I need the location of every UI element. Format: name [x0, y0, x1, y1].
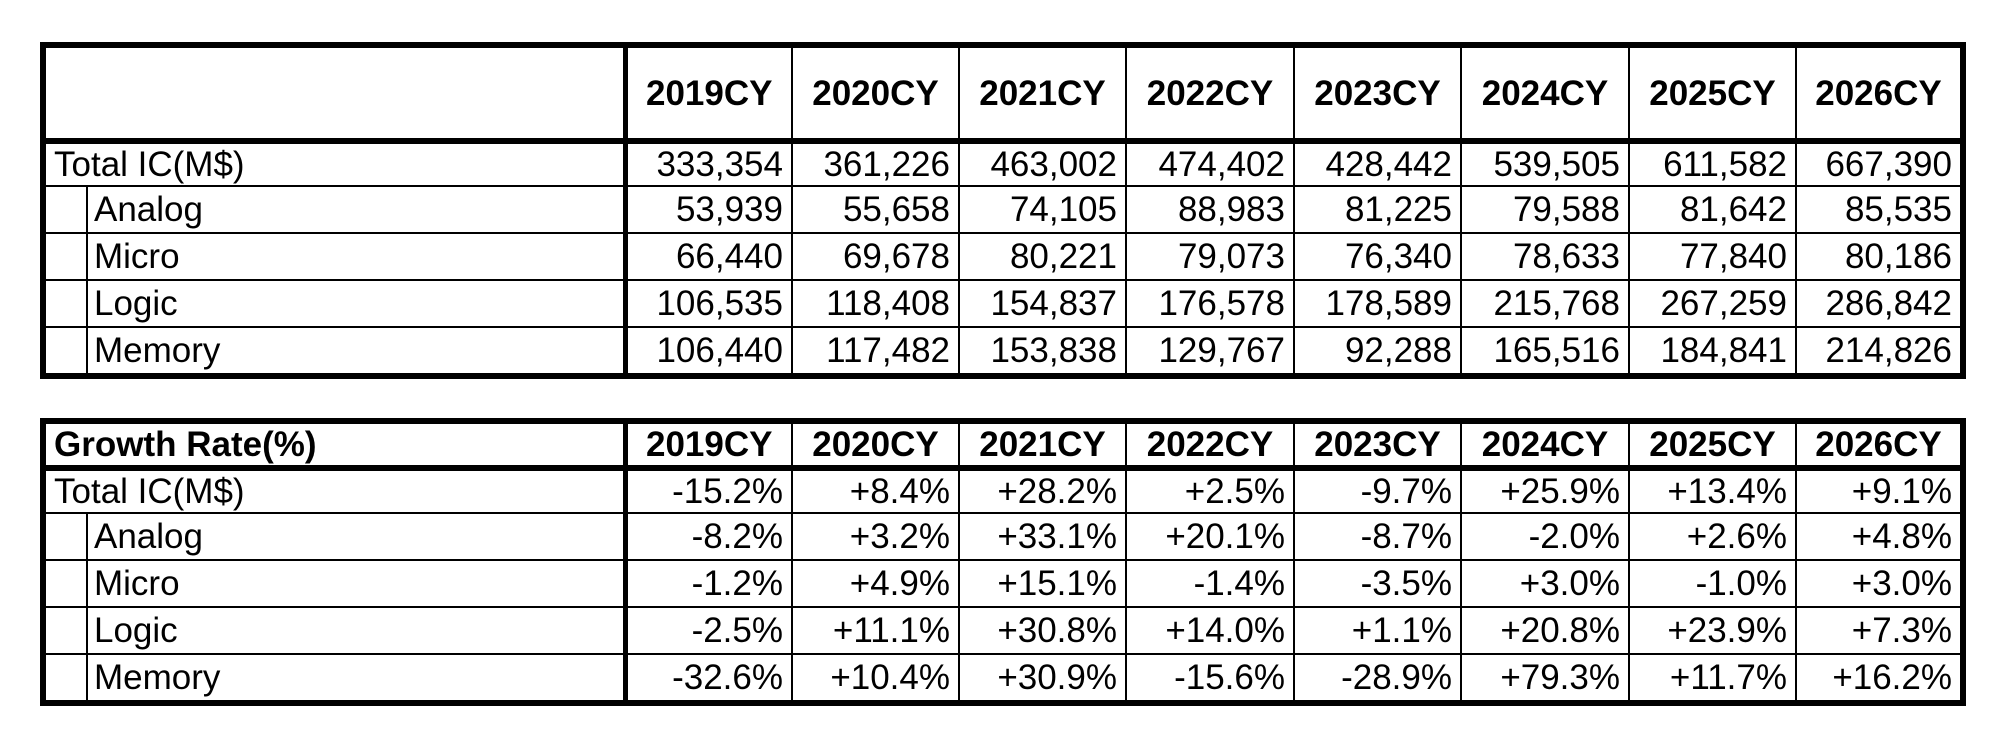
- year-header: 2026CY: [1796, 421, 1963, 468]
- value-cell: 176,578: [1126, 280, 1294, 327]
- value-cell: 117,482: [792, 327, 959, 376]
- row-label-cell: [43, 233, 625, 280]
- value-cell: 92,288: [1294, 327, 1461, 376]
- year-header: 2022CY: [1126, 421, 1294, 468]
- value-cell: -8.2%: [625, 513, 792, 560]
- value-cell: +28.2%: [959, 468, 1126, 513]
- value-cell: 154,837: [959, 280, 1126, 327]
- value-cell: +14.0%: [1126, 607, 1294, 654]
- table-row: [43, 186, 1963, 233]
- value-cell: 76,340: [1294, 233, 1461, 280]
- year-header: 2024CY: [1461, 421, 1629, 468]
- value-cell: +30.9%: [959, 654, 1126, 703]
- year-header: 2025CY: [1629, 421, 1796, 468]
- indent-gutter: [46, 608, 88, 653]
- value-cell: +25.9%: [1461, 468, 1629, 513]
- value-cell: 81,642: [1629, 186, 1796, 233]
- value-cell: 463,002: [959, 141, 1126, 186]
- value-cell: 66,440: [625, 233, 792, 280]
- value-cell: +8.4%: [792, 468, 959, 513]
- growth-rate-table: [40, 418, 1966, 706]
- row-label: Analog: [94, 517, 203, 556]
- value-cell: 428,442: [1294, 141, 1461, 186]
- table-row: [43, 141, 1963, 186]
- value-cell: -15.6%: [1126, 654, 1294, 703]
- value-cell: +7.3%: [1796, 607, 1963, 654]
- value-cell: 165,516: [1461, 327, 1629, 376]
- year-header: 2022CY: [1126, 45, 1294, 141]
- value-cell: 611,582: [1629, 141, 1796, 186]
- year-header: 2025CY: [1629, 45, 1796, 141]
- value-cell: 80,221: [959, 233, 1126, 280]
- value-cell: +23.9%: [1629, 607, 1796, 654]
- growth-header-row: [43, 421, 1963, 468]
- value-cell: +20.1%: [1126, 513, 1294, 560]
- value-cell: -2.5%: [625, 607, 792, 654]
- value-cell: -15.2%: [625, 468, 792, 513]
- table-row: [43, 468, 1963, 513]
- value-cell: +30.8%: [959, 607, 1126, 654]
- row-label: Total IC(M$): [43, 468, 625, 513]
- value-cell: -28.9%: [1294, 654, 1461, 703]
- value-cell: 184,841: [1629, 327, 1796, 376]
- year-header: 2019CY: [625, 45, 792, 141]
- value-cell: +3.0%: [1796, 560, 1963, 607]
- growth-header-label: Growth Rate(%): [43, 421, 625, 468]
- value-cell: 153,838: [959, 327, 1126, 376]
- value-cell: 539,505: [1461, 141, 1629, 186]
- row-label-cell: [43, 186, 625, 233]
- year-header: 2021CY: [959, 45, 1126, 141]
- value-cell: -1.4%: [1126, 560, 1294, 607]
- table-row: [43, 654, 1963, 703]
- value-cell: +9.1%: [1796, 468, 1963, 513]
- value-cell: -8.7%: [1294, 513, 1461, 560]
- year-header: 2021CY: [959, 421, 1126, 468]
- value-cell: 53,939: [625, 186, 792, 233]
- value-cell: 55,658: [792, 186, 959, 233]
- value-cell: 78,633: [1461, 233, 1629, 280]
- indent-gutter: [46, 561, 88, 606]
- table-row: [43, 327, 1963, 376]
- value-cell: 129,767: [1126, 327, 1294, 376]
- value-cell: 79,588: [1461, 186, 1629, 233]
- indent-gutter: [46, 655, 88, 700]
- indent-gutter: [46, 234, 88, 279]
- row-label: Memory: [94, 331, 221, 370]
- value-cell: 88,983: [1126, 186, 1294, 233]
- row-label: Micro: [94, 237, 180, 276]
- value-cell: 79,073: [1126, 233, 1294, 280]
- row-rule: [88, 327, 623, 328]
- value-cell: 74,105: [959, 186, 1126, 233]
- row-label-cell: [43, 513, 625, 560]
- value-cell: +2.6%: [1629, 513, 1796, 560]
- value-cell: 214,826: [1796, 327, 1963, 376]
- value-cell: 81,225: [1294, 186, 1461, 233]
- row-label-cell: [43, 654, 625, 703]
- row-label-cell: [43, 327, 625, 376]
- value-cell: 69,678: [792, 233, 959, 280]
- row-rule: [88, 654, 623, 655]
- table-row: [43, 280, 1963, 327]
- value-cell: -1.2%: [625, 560, 792, 607]
- table-row: [43, 560, 1963, 607]
- revenue-table: [40, 42, 1966, 379]
- value-cell: 286,842: [1796, 280, 1963, 327]
- value-cell: +79.3%: [1461, 654, 1629, 703]
- value-cell: 333,354: [625, 141, 792, 186]
- value-cell: +16.2%: [1796, 654, 1963, 703]
- table-row: [43, 513, 1963, 560]
- year-header: 2020CY: [792, 421, 959, 468]
- value-cell: +10.4%: [792, 654, 959, 703]
- value-cell: 77,840: [1629, 233, 1796, 280]
- value-cell: -9.7%: [1294, 468, 1461, 513]
- row-label-cell: [43, 280, 625, 327]
- value-cell: +4.8%: [1796, 513, 1963, 560]
- year-header: 2019CY: [625, 421, 792, 468]
- value-cell: -32.6%: [625, 654, 792, 703]
- year-header: 2024CY: [1461, 45, 1629, 141]
- value-cell: 106,535: [625, 280, 792, 327]
- revenue-header-label: [43, 45, 625, 141]
- value-cell: +3.0%: [1461, 560, 1629, 607]
- value-cell: -3.5%: [1294, 560, 1461, 607]
- value-cell: +2.5%: [1126, 468, 1294, 513]
- value-cell: 267,259: [1629, 280, 1796, 327]
- value-cell: +11.7%: [1629, 654, 1796, 703]
- row-label: Micro: [94, 564, 180, 603]
- value-cell: +11.1%: [792, 607, 959, 654]
- revenue-header-row: [43, 45, 1963, 141]
- value-cell: 80,186: [1796, 233, 1963, 280]
- indent-gutter: [46, 328, 88, 373]
- row-rule: [88, 186, 623, 187]
- value-cell: 118,408: [792, 280, 959, 327]
- value-cell: 361,226: [792, 141, 959, 186]
- value-cell: -1.0%: [1629, 560, 1796, 607]
- value-cell: +1.1%: [1294, 607, 1461, 654]
- row-rule: [88, 607, 623, 608]
- row-rule: [88, 560, 623, 561]
- value-cell: 178,589: [1294, 280, 1461, 327]
- row-label: Logic: [94, 611, 178, 650]
- value-cell: 474,402: [1126, 141, 1294, 186]
- row-rule: [88, 233, 623, 234]
- value-cell: +20.8%: [1461, 607, 1629, 654]
- row-label-cell: [43, 560, 625, 607]
- value-cell: 106,440: [625, 327, 792, 376]
- indent-gutter: [46, 514, 88, 559]
- row-label-cell: [43, 607, 625, 654]
- row-rule: [88, 513, 623, 514]
- row-label: Total IC(M$): [43, 141, 625, 186]
- row-label: Logic: [94, 284, 178, 323]
- table-row: [43, 607, 1963, 654]
- year-header: 2026CY: [1796, 45, 1963, 141]
- year-header: 2020CY: [792, 45, 959, 141]
- value-cell: 667,390: [1796, 141, 1963, 186]
- indent-gutter: [46, 187, 88, 232]
- value-cell: +3.2%: [792, 513, 959, 560]
- value-cell: 215,768: [1461, 280, 1629, 327]
- table-row: [43, 233, 1963, 280]
- value-cell: +13.4%: [1629, 468, 1796, 513]
- year-header: 2023CY: [1294, 421, 1461, 468]
- row-rule: [88, 280, 623, 281]
- row-label: Analog: [94, 190, 203, 229]
- row-label: Memory: [94, 658, 221, 697]
- year-header: 2023CY: [1294, 45, 1461, 141]
- value-cell: +15.1%: [959, 560, 1126, 607]
- indent-gutter: [46, 281, 88, 326]
- value-cell: +4.9%: [792, 560, 959, 607]
- value-cell: 85,535: [1796, 186, 1963, 233]
- value-cell: -2.0%: [1461, 513, 1629, 560]
- value-cell: +33.1%: [959, 513, 1126, 560]
